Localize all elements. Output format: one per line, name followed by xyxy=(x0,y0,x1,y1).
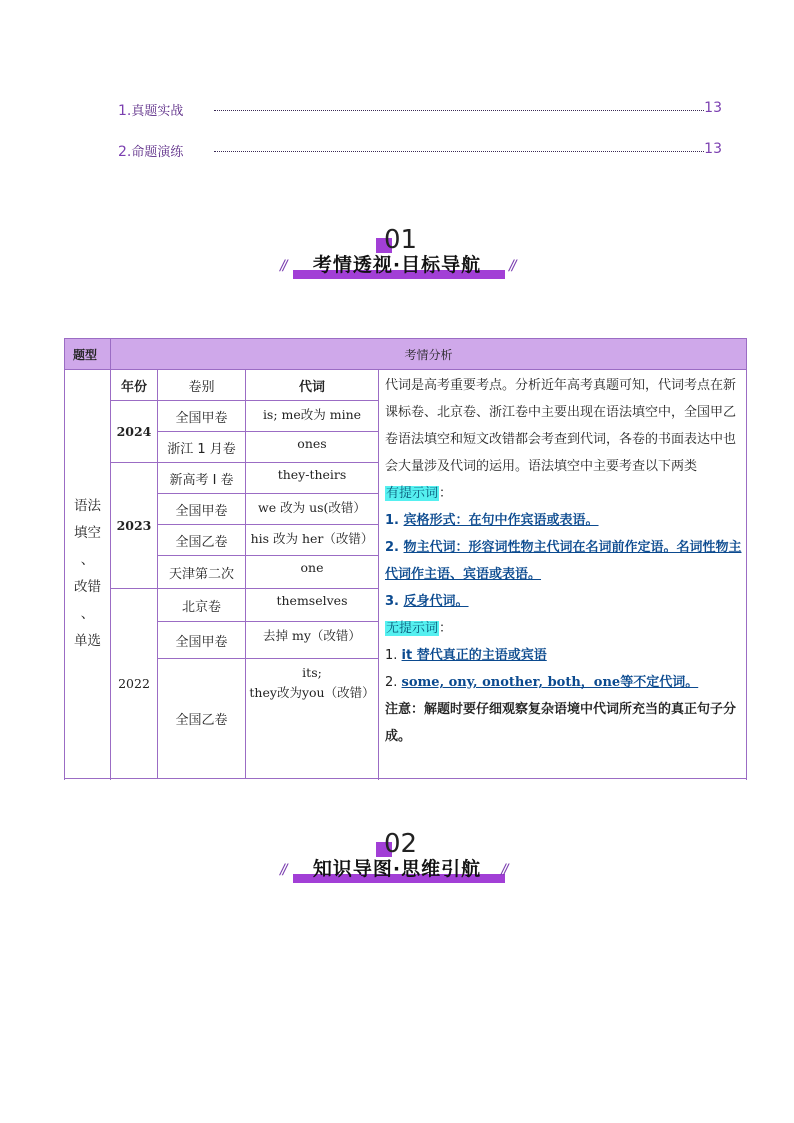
col-year-header: 年份 xyxy=(111,370,158,401)
year-cell-2024: 2024 xyxy=(111,401,158,463)
section-heading-01 xyxy=(0,225,794,298)
paper-cell: 浙江 1 月卷 xyxy=(158,432,246,463)
paper-cell: 全国甲卷 xyxy=(158,494,246,525)
year-cell-2023: 2023 xyxy=(111,463,158,589)
analysis-note: 注意：解题时要仔细观察复杂语境中代词所充当的真正句子分成。 xyxy=(385,702,737,744)
section-number: 01 xyxy=(384,225,418,255)
no-hint-heading: 无提示词： xyxy=(386,621,453,636)
pronoun-cell: ones xyxy=(246,432,379,463)
question-type-cell: 语法 填空 、 改错 、 单选 xyxy=(65,370,111,779)
analysis-cell xyxy=(379,370,747,779)
toc-label: 2.命题演练 xyxy=(118,144,184,160)
left-slash-deco: // xyxy=(280,862,286,878)
section-title: 考情透视·目标导航 xyxy=(312,254,482,276)
hint-item-2: 2. 物主代词：形容词性物主代词在名词前作定语。名词性物主代词作主语、宾语或表语。 xyxy=(385,540,742,582)
pronoun-cell: one xyxy=(246,556,379,589)
pronoun-cell: its; they改为you（改错） xyxy=(246,659,379,779)
paper-cell: 北京卷 xyxy=(158,589,246,622)
hint-item-3: 3. 反身代词。 xyxy=(385,594,469,609)
paper-cell: 全国甲卷 xyxy=(158,401,246,432)
toc-item-1[interactable] xyxy=(118,100,722,122)
pronoun-cell: they-theirs xyxy=(246,463,379,494)
left-slash-deco: // xyxy=(280,258,286,274)
paper-cell: 全国乙卷 xyxy=(158,525,246,556)
right-slash-deco: // xyxy=(501,862,507,878)
pronoun-cell: we 改为 us(改错） xyxy=(246,494,379,525)
hint-item-1: 1. 宾格形式：在句中作宾语或表语。 xyxy=(385,513,599,528)
pronoun-cell: is; me改为 mine xyxy=(246,401,379,432)
toc-label: 1.真题实战 xyxy=(118,103,184,119)
col-pronoun-header: 代词 xyxy=(246,370,379,401)
year-cell-2022: 2022 xyxy=(111,589,158,779)
no-hint-item-1: 1. it 替代真正的主语或宾语 xyxy=(385,648,547,663)
no-hint-item-2: 2. some, ony, onother, both，one等不定代词。 xyxy=(385,675,699,690)
pronoun-cell: his 改为 her（改错） xyxy=(246,525,379,556)
toc-page-number: 13 xyxy=(704,141,722,157)
with-hint-heading: 有提示词： xyxy=(386,486,453,501)
toc-item-2[interactable] xyxy=(118,141,722,163)
toc-leader-dots xyxy=(214,151,704,152)
toc-leader-dots xyxy=(214,110,704,111)
pronoun-cell: themselves xyxy=(246,589,379,622)
toc-page-number: 13 xyxy=(704,100,722,116)
paper-cell: 天津第二次 xyxy=(158,556,246,589)
header-analysis: 考情分析 xyxy=(111,339,747,370)
col-paper-header: 卷别 xyxy=(158,370,246,401)
section-heading-02 xyxy=(0,829,794,902)
paper-cell: 全国乙卷 xyxy=(158,659,246,779)
header-question-type: 题型 xyxy=(65,339,111,370)
section-number: 02 xyxy=(384,829,418,859)
pronoun-cell: 去掉 my（改错） xyxy=(246,622,379,659)
right-slash-deco: // xyxy=(509,258,515,274)
paper-cell: 新高考 I 卷 xyxy=(158,463,246,494)
section-title: 知识导图·思维引航 xyxy=(312,858,482,880)
analysis-intro: 代词是高考重要考点。分析近年高考真题可知，代词考点在新课标卷、北京卷、浙江卷中主要出现在语法填空中，全国甲乙卷语法填空和短文改错都会考查到代词，各卷的书面表达中也会大量涉及代词的运用。语法填空中主要考查以下两类 xyxy=(385,378,737,474)
exam-analysis-table xyxy=(64,338,747,779)
paper-cell: 全国甲卷 xyxy=(158,622,246,659)
